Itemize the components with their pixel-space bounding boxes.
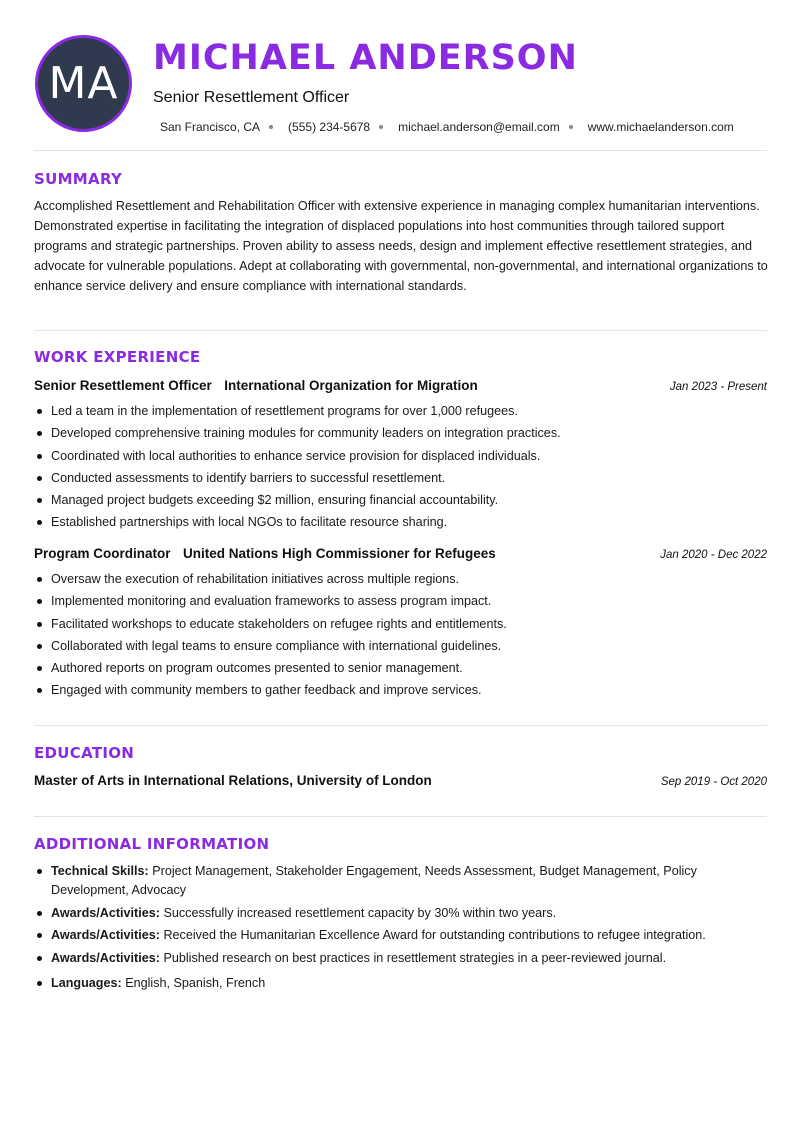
- info-text: Successfully increased resettlement capacity by 30% within two years.: [163, 905, 557, 920]
- summary-heading: SUMMARY: [34, 170, 123, 188]
- contact-bar: [160, 119, 760, 135]
- job-dates: Jan 2023 - Present: [669, 381, 767, 393]
- divider: [34, 725, 767, 726]
- avatar-initials: MA: [48, 58, 119, 109]
- education-entry: [34, 772, 767, 791]
- list-item: Implemented monitoring and evaluation frameworks to assess program impact.: [34, 590, 767, 612]
- job-organization: International Organization for Migration: [224, 378, 478, 393]
- separator-dot-icon: [269, 125, 273, 129]
- list-item: Engaged with community members to gather feedback and improve services.: [34, 679, 767, 701]
- list-item: Authored reports on program outcomes presented to senior management.: [34, 657, 767, 679]
- list-item: Coordinated with local authorities to enhance service provision for displaced individuals.: [34, 445, 767, 467]
- additional-info-list: [34, 862, 767, 996]
- list-item: [34, 926, 767, 945]
- divider: [34, 330, 767, 331]
- job-bullets: [34, 400, 767, 534]
- list-item: Facilitated workshops to educate stakeholders on refugee rights and entitlements.: [34, 613, 767, 635]
- list-item: Oversaw the execution of rehabilitation initiatives across multiple regions.: [34, 568, 767, 590]
- contact-email[interactable]: michael.anderson@email.com: [398, 120, 560, 134]
- education-dates: Sep 2019 - Oct 2020: [660, 776, 767, 788]
- separator-dot-icon: [379, 125, 383, 129]
- list-item: Led a team in the implementation of resettlement programs for over 1,000 refugees.: [34, 400, 767, 422]
- contact-phone: (555) 234-5678: [288, 120, 371, 134]
- job-header: [34, 377, 767, 396]
- info-label: Awards/Activities:: [51, 950, 160, 965]
- list-item: Managed project budgets exceeding $2 million, ensuring financial accountability.: [34, 489, 767, 511]
- job-role: Senior Resettlement Officer: [34, 378, 212, 393]
- divider: [34, 150, 767, 151]
- education-degree: Master of Arts in International Relations, University of London: [34, 773, 432, 788]
- info-label: Technical Skills:: [51, 864, 149, 878]
- job-dates: Jan 2020 - Dec 2022: [660, 549, 767, 561]
- divider: [34, 816, 767, 817]
- info-text: Published research on best practices in resettlement strategies in a peer-reviewed journal.: [163, 950, 667, 965]
- info-text: English, Spanish, French: [125, 975, 266, 990]
- info-label: Languages:: [51, 975, 122, 990]
- job-title: Senior Resettlement Officer: [153, 89, 350, 106]
- info-label: Awards/Activities:: [51, 905, 160, 920]
- contact-website[interactable]: www.michaelanderson.com: [587, 120, 734, 134]
- job-organization: United Nations High Commissioner for Refugees: [182, 546, 496, 561]
- contact-location: San Francisco, CA: [160, 120, 261, 134]
- list-item: Collaborated with legal teams to ensure compliance with international guidelines.: [34, 635, 767, 657]
- info-text: Project Management, Stakeholder Engagement, Needs Assessment, Budget Management, Policy Development, Advocacy: [51, 864, 697, 897]
- info-label: Awards/Activities:: [51, 928, 160, 942]
- list-item: [34, 862, 767, 900]
- list-item: [34, 949, 767, 968]
- list-item: [34, 904, 767, 923]
- list-item: Conducted assessments to identify barriers to successful resettlement.: [34, 467, 767, 489]
- work-experience-heading: WORK EXPERIENCE: [34, 348, 201, 366]
- info-text: Received the Humanitarian Excellence Award for outstanding contributions to refugee integration.: [163, 928, 706, 942]
- job-bullets: [34, 568, 767, 702]
- summary-text: Accomplished Resettlement and Rehabilitation Officer with extensive experience in managing complex humanitarian interventions. Demonstrated expertise in facilitating the integration of displaced populations into host communities through tailored support programs and strategic partnerships. Proven ability to assess needs, design and implement effective resettlement strategies, and advocate for vulnerable populations. Adept at collaborating with governmental, non-governmental, and international organizations to enhance service delivery and ensure compliance with international standards.: [34, 199, 768, 293]
- additional-info-heading: ADDITIONAL INFORMATION: [34, 835, 270, 853]
- job-role: Program Coordinator: [34, 546, 171, 561]
- list-item: Developed comprehensive training modules for community leaders on integration practices.: [34, 422, 767, 444]
- candidate-name: MICHAEL ANDERSON: [153, 38, 578, 78]
- list-item: [34, 974, 767, 993]
- job-header: [34, 545, 767, 564]
- avatar: [35, 35, 132, 132]
- separator-dot-icon: [569, 125, 573, 129]
- list-item: Established partnerships with local NGOs to facilitate resource sharing.: [34, 511, 767, 533]
- education-heading: EDUCATION: [34, 744, 135, 762]
